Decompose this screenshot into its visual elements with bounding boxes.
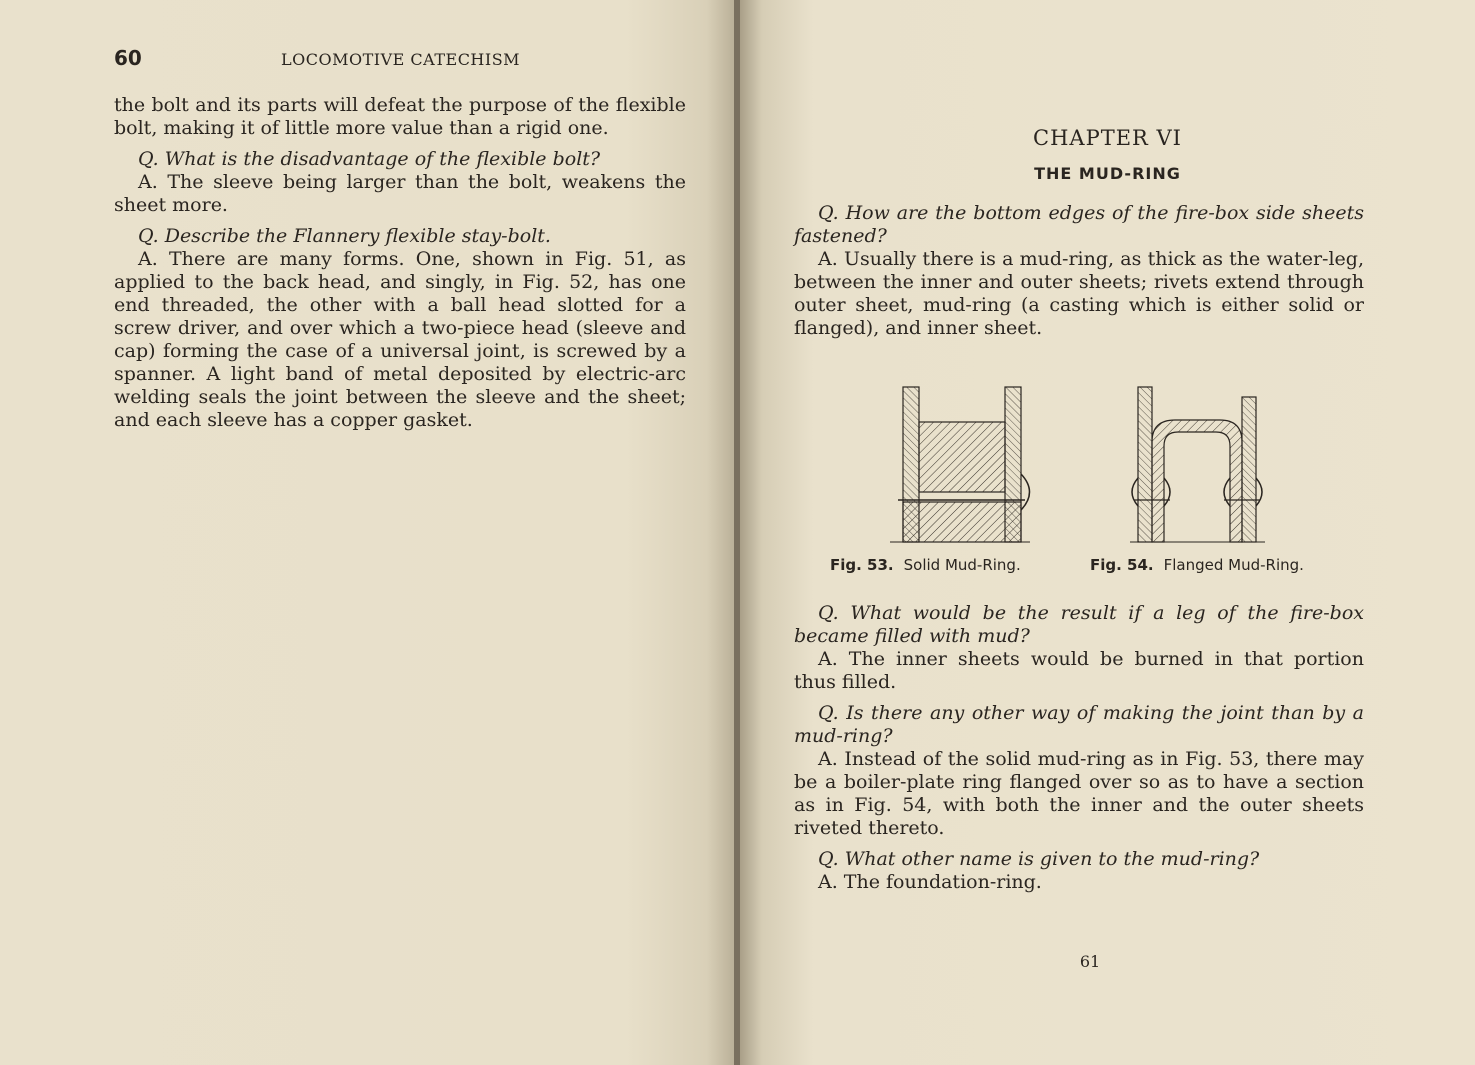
solid-mud-ring-figure xyxy=(890,387,1030,542)
paragraph: the bolt and its parts will defeat the purpose of the flexible bolt, making it of little more value than a rigid one. xyxy=(114,94,686,139)
question: Q. What would be the result if a leg of the fire-box became filled with mud? xyxy=(794,602,1364,647)
book-title: LOCOMOTIVE CATECHISM xyxy=(281,50,521,69)
right-page-text-top xyxy=(794,202,1364,340)
left-page-text xyxy=(114,94,686,432)
right-page xyxy=(740,0,1475,1065)
figure-caption-text: Solid Mud-Ring. xyxy=(903,556,1021,574)
figure-caption-text: Flanged Mud-Ring. xyxy=(1163,556,1304,574)
question: Q. Is there any other way of making the joint than by a mud-ring? xyxy=(794,702,1364,747)
answer: A. Usually there is a mud-ring, as thick as the water-leg, between the inner and outer sheets; rivets extend through outer sheet, mud-ring (a casting which is either solid or flanged), and inner sheet. xyxy=(794,248,1364,339)
answer: A. Instead of the solid mud-ring as in Fig. 53, there may be a boiler-plate ring flanged over so as to have a section as in Fig. 54, with both the inner and the outer sheets riveted thereto. xyxy=(794,748,1364,839)
answer: A. The foundation-ring. xyxy=(818,871,1042,893)
figure-number: Fig. 54. xyxy=(1090,556,1154,574)
figure-number: Fig. 53. xyxy=(830,556,894,574)
question: Q. What is the disadvantage of the flexible bolt? xyxy=(138,148,601,170)
flanged-mud-ring-figure xyxy=(1130,387,1265,542)
answer: A. The inner sheets would be burned in that portion thus filled. xyxy=(794,648,1364,693)
question: Q. How are the bottom edges of the fire-box side sheets fastened? xyxy=(794,202,1364,247)
left-page xyxy=(0,0,736,1065)
mud-ring-figures xyxy=(880,382,1340,552)
answer: A. The sleeve being larger than the bolt, weakens the sheet more. xyxy=(114,171,686,216)
chapter-title: CHAPTER VI xyxy=(1033,126,1182,150)
figure-caption xyxy=(1090,556,1304,574)
question: Q. What other name is given to the mud-ring? xyxy=(818,848,1260,870)
left-page-number: 60 xyxy=(114,46,142,70)
answer: A. There are many forms. One, shown in Fig. 51, as applied to the back head, and singly, in Fig. 52, has one end threaded, the other with a ball head slotted for a screw driver, and over which a two-piece head (sleeve and cap) forming the case of a universal joint, is screwed by a spanner. A light band of metal deposited by electric-arc welding seals the joint between the sleeve and the sheet; and each sleeve has a copper gasket. xyxy=(114,248,686,431)
right-page-number: 61 xyxy=(1079,952,1101,971)
figure-captions xyxy=(830,556,1350,580)
section-title: THE MUD-RING xyxy=(1034,164,1181,183)
figure-caption xyxy=(830,556,1021,574)
right-page-text-bottom xyxy=(794,602,1364,894)
running-head xyxy=(114,44,686,74)
question: Q. Describe the Flannery flexible stay-bolt. xyxy=(138,225,551,247)
